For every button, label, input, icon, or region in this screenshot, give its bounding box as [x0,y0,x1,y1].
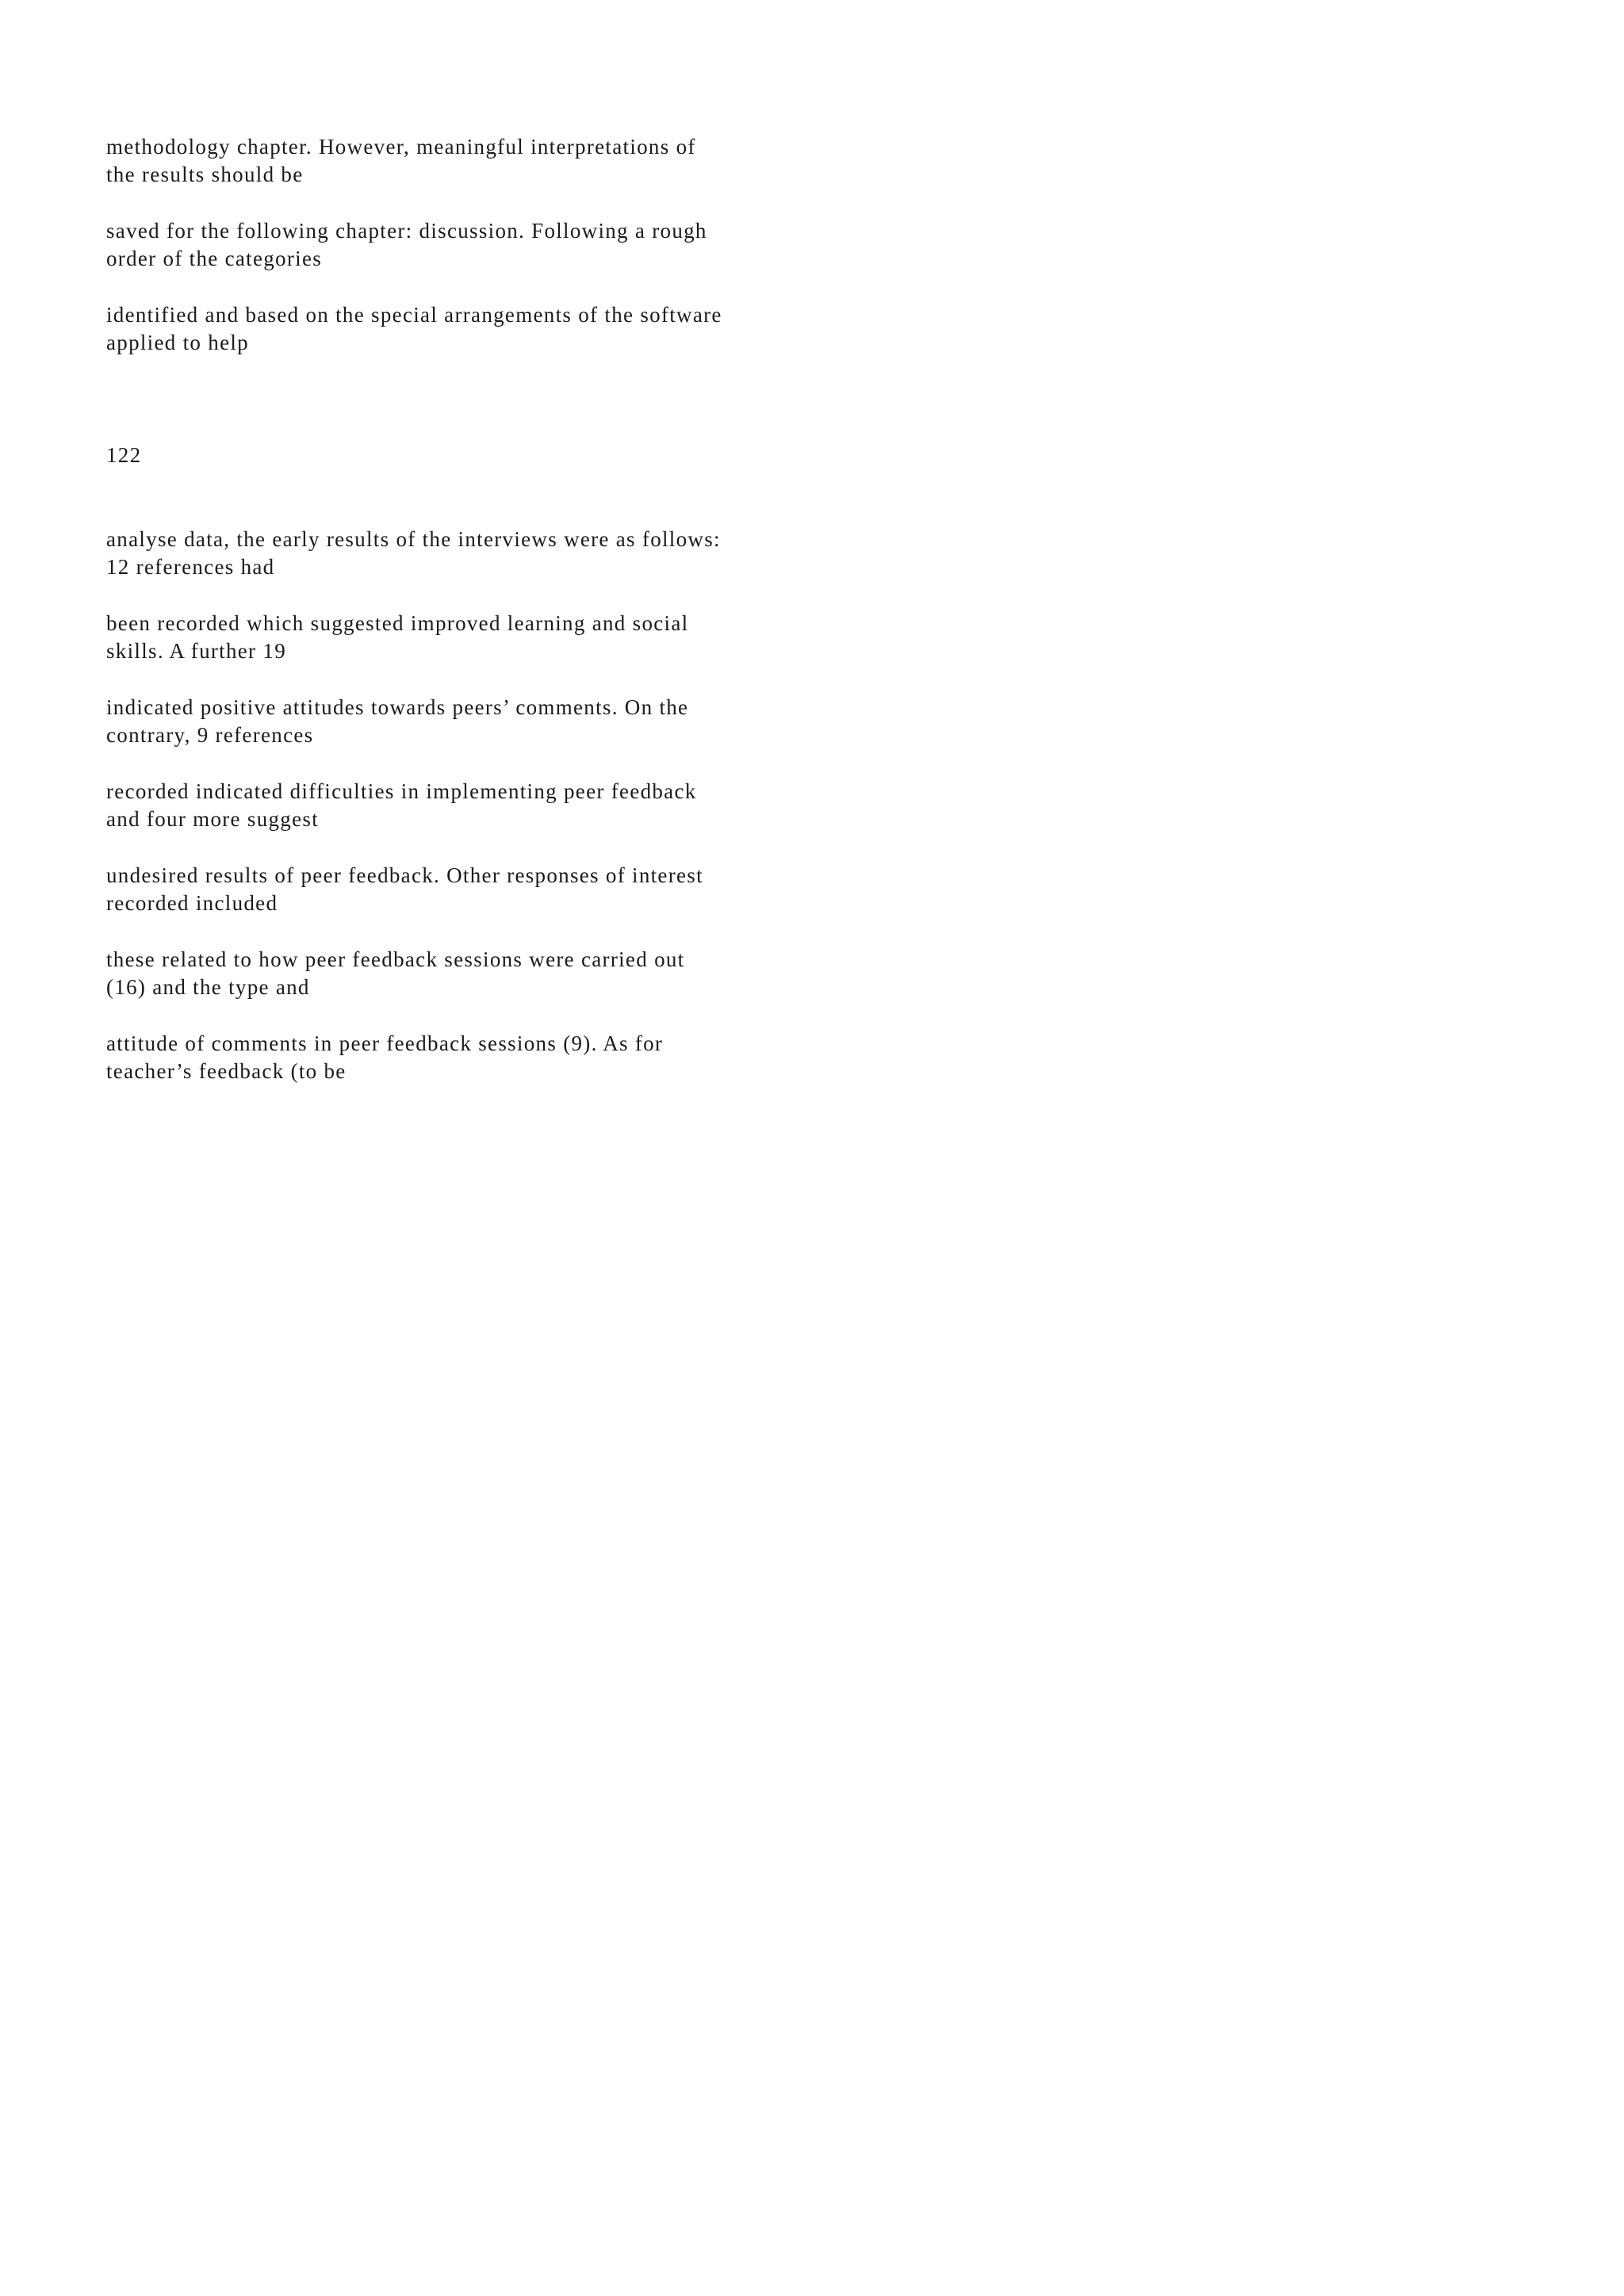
text-paragraph [106,946,820,1001]
text-line: skills. A further 19 [106,639,286,663]
text-line: contrary, 9 references [106,723,314,747]
document-page [0,0,872,1234]
text-line: undesired results of peer feedback. Other responses of interest [106,863,703,887]
text-paragraph [106,862,820,917]
text-paragraph [106,133,820,189]
text-line: these related to how peer feedback sessions were carried out [106,947,685,971]
text-line: saved for the following chapter: discussion. Following a rough [106,219,707,243]
text-line: identified and based on the special arrangements of the software [106,303,722,327]
text-paragraph [106,301,820,357]
text-line: been recorded which suggested improved learning and social [106,611,689,635]
text-line: analyse data, the early results of the interviews were as follows: [106,527,721,551]
text-paragraph [106,610,820,665]
text-line: attitude of comments in peer feedback sessions (9). As for [106,1031,664,1055]
text-paragraph [106,217,820,273]
text-line: and four more suggest [106,807,319,831]
page-number [106,442,820,469]
text-line: 12 references had [106,555,275,579]
text-line: (16) and the type and [106,975,310,999]
text-paragraph [106,1030,820,1085]
text-line: teacher’s feedback (to be [106,1059,347,1083]
text-paragraph [106,694,820,749]
text-line: applied to help [106,331,249,354]
text-line: methodology chapter. However, meaningful interpretations of [106,135,696,159]
page-number-text: 122 [106,443,142,467]
text-line: recorded indicated difficulties in implementing peer feedback [106,779,697,803]
text-line: order of the categories [106,247,323,270]
text-paragraph [106,778,820,833]
text-line: indicated positive attitudes towards peers’ comments. On the [106,695,689,719]
text-paragraph [106,526,820,581]
text-line: recorded included [106,891,278,915]
text-line: the results should be [106,163,304,186]
